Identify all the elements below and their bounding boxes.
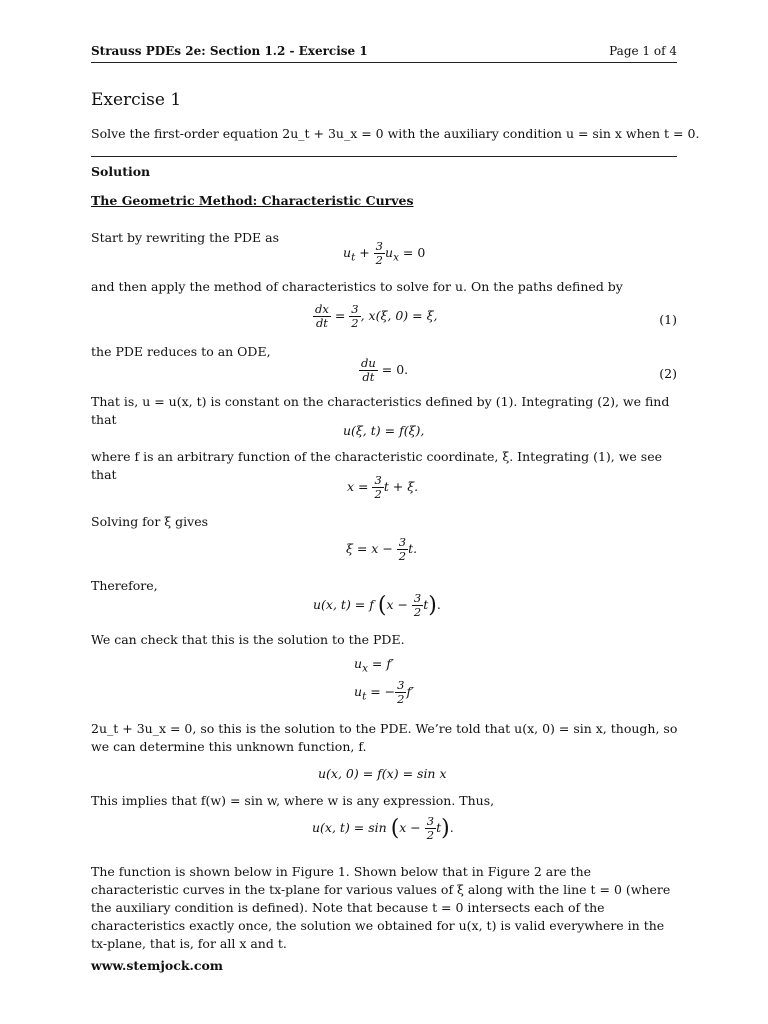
paragraph-7: Therefore, (91, 578, 158, 593)
problem-statement: Solve the first-order equation 2u_t + 3u_x = 0 with the auxiliary condition u = sin x when t = 0. (91, 126, 700, 141)
eq-text: x − (399, 820, 425, 835)
numerator: dx (315, 302, 329, 316)
left-paren: ( (377, 593, 387, 618)
eq-text: x = (347, 479, 373, 494)
fraction (359, 357, 378, 384)
eq-op: + (355, 245, 374, 260)
eq-op: = 0. (377, 362, 409, 377)
eq-text: t. (408, 541, 418, 556)
eq-text: t (423, 597, 429, 612)
fraction (412, 592, 423, 619)
equation-number-2: (2) (659, 366, 677, 381)
exercise-title: Exercise 1 (91, 90, 182, 110)
numerator: 3 (413, 591, 422, 605)
equation-ut (354, 679, 414, 706)
equation-1 (313, 303, 437, 330)
eq-text: = f′ (367, 656, 394, 671)
numerator: 3 (374, 473, 382, 487)
eq-symbol: u (343, 245, 352, 260)
numerator: 3 (398, 535, 407, 549)
numerator: 3 (351, 302, 359, 316)
denominator: 2 (413, 605, 422, 619)
paragraph-4: That is, u = u(x, t) is constant on the characteristics defined by (1). Integrating (2), we find that (91, 394, 670, 427)
paragraph-10: This implies that f(w) = sin w, where w is any expression. Thus, (91, 793, 495, 808)
denominator: 2 (426, 828, 435, 842)
right-paren: ) (428, 593, 437, 618)
fraction (349, 303, 360, 330)
denominator: 2 (375, 253, 383, 267)
equation-xi (346, 536, 417, 563)
eq-op: = 0 (398, 245, 426, 260)
paragraph-2: and then apply the method of characteristics to solve for u. On the paths defined by (91, 279, 623, 294)
header-rule (91, 62, 677, 63)
period: . (436, 597, 441, 612)
fraction (397, 536, 408, 563)
denominator: dt (362, 370, 375, 384)
equation-u-xi: u(ξ, t) = f(ξ), (343, 423, 425, 438)
eq-sub: t (351, 251, 356, 264)
numerator: 3 (426, 814, 435, 828)
fraction (313, 303, 331, 330)
denominator: 2 (374, 487, 382, 501)
eq-symbol: u (354, 684, 363, 699)
eq-text: ξ = x − (346, 541, 397, 556)
denominator: 2 (351, 316, 359, 330)
equation-ux (354, 656, 394, 675)
paragraph-11: The function is shown below in Figure 1. Shown below that in Figure 2 are the characteristic curves in the tx-plane for various values of ξ along with the line t = 0 (where the auxiliary condition is defined). Note that because t = 0 intersects each of the characteristics exactly once, the solution we obtained for u(x, t) is valid everywhere in the tx-plane, that is, for all x and t. (91, 864, 671, 951)
paragraph-9: 2u_t + 3u_x = 0, so this is the solution to the PDE. We’re told that u(x, 0) = sin x, though, so we can determine this unknown function, f. (91, 721, 678, 754)
eq-op: = − (366, 684, 396, 699)
header-title: Strauss PDEs 2e: Section 1.2 - Exercise 1 (91, 44, 368, 58)
fraction (395, 679, 406, 706)
numerator: 3 (397, 678, 405, 692)
header-page-number: Page 1 of 4 (609, 44, 677, 58)
denominator: 2 (398, 549, 407, 563)
eq-sub: x (393, 251, 399, 264)
paragraph-1: Start by rewriting the PDE as (91, 230, 279, 245)
right-paren: ) (441, 816, 450, 841)
equation-final (312, 815, 454, 842)
equation-x (347, 474, 418, 501)
paragraph-8: We can check that this is the solution to the PDE. (91, 632, 405, 647)
eq-text: u(x, t) = sin (312, 820, 391, 835)
eq-text: f′ (406, 684, 414, 699)
eq-text: , x(ξ, 0) = ξ, (360, 308, 438, 323)
equation-pde (343, 240, 425, 267)
problem-rule (91, 156, 677, 157)
paragraph-6: Solving for ξ gives (91, 514, 209, 529)
equation-solution-f (313, 592, 441, 619)
left-paren: ( (390, 816, 400, 841)
eq-text: x − (386, 597, 412, 612)
eq-sub: x (362, 662, 368, 675)
fraction (374, 240, 385, 267)
eq-symbol: u (385, 245, 394, 260)
footer-url: www.stemjock.com (91, 958, 224, 973)
eq-text: t (436, 820, 442, 835)
eq-symbol: u (354, 656, 363, 671)
fraction (372, 474, 383, 501)
denominator: 2 (397, 692, 405, 706)
paragraph-5: where f is an arbitrary function of the characteristic coordinate, ξ. Integrating (1), we see that (91, 449, 662, 482)
eq-sub: t (362, 690, 367, 703)
eq-op: = (330, 308, 350, 323)
eq-text: u(x, t) = f (313, 597, 378, 612)
equation-f: u(x, 0) = f(x) = sin x (318, 766, 447, 781)
section-title: The Geometric Method: Characteristic Curves (91, 193, 414, 208)
fraction (425, 815, 436, 842)
paragraph-3: the PDE reduces to an ODE, (91, 344, 271, 359)
period: . (449, 820, 454, 835)
denominator: dt (315, 316, 328, 330)
numerator: du (361, 356, 376, 370)
eq-text: t + ξ. (383, 479, 419, 494)
equation-number-1: (1) (659, 312, 677, 327)
equation-2 (359, 357, 408, 384)
solution-label: Solution (91, 164, 151, 179)
numerator: 3 (375, 239, 383, 253)
